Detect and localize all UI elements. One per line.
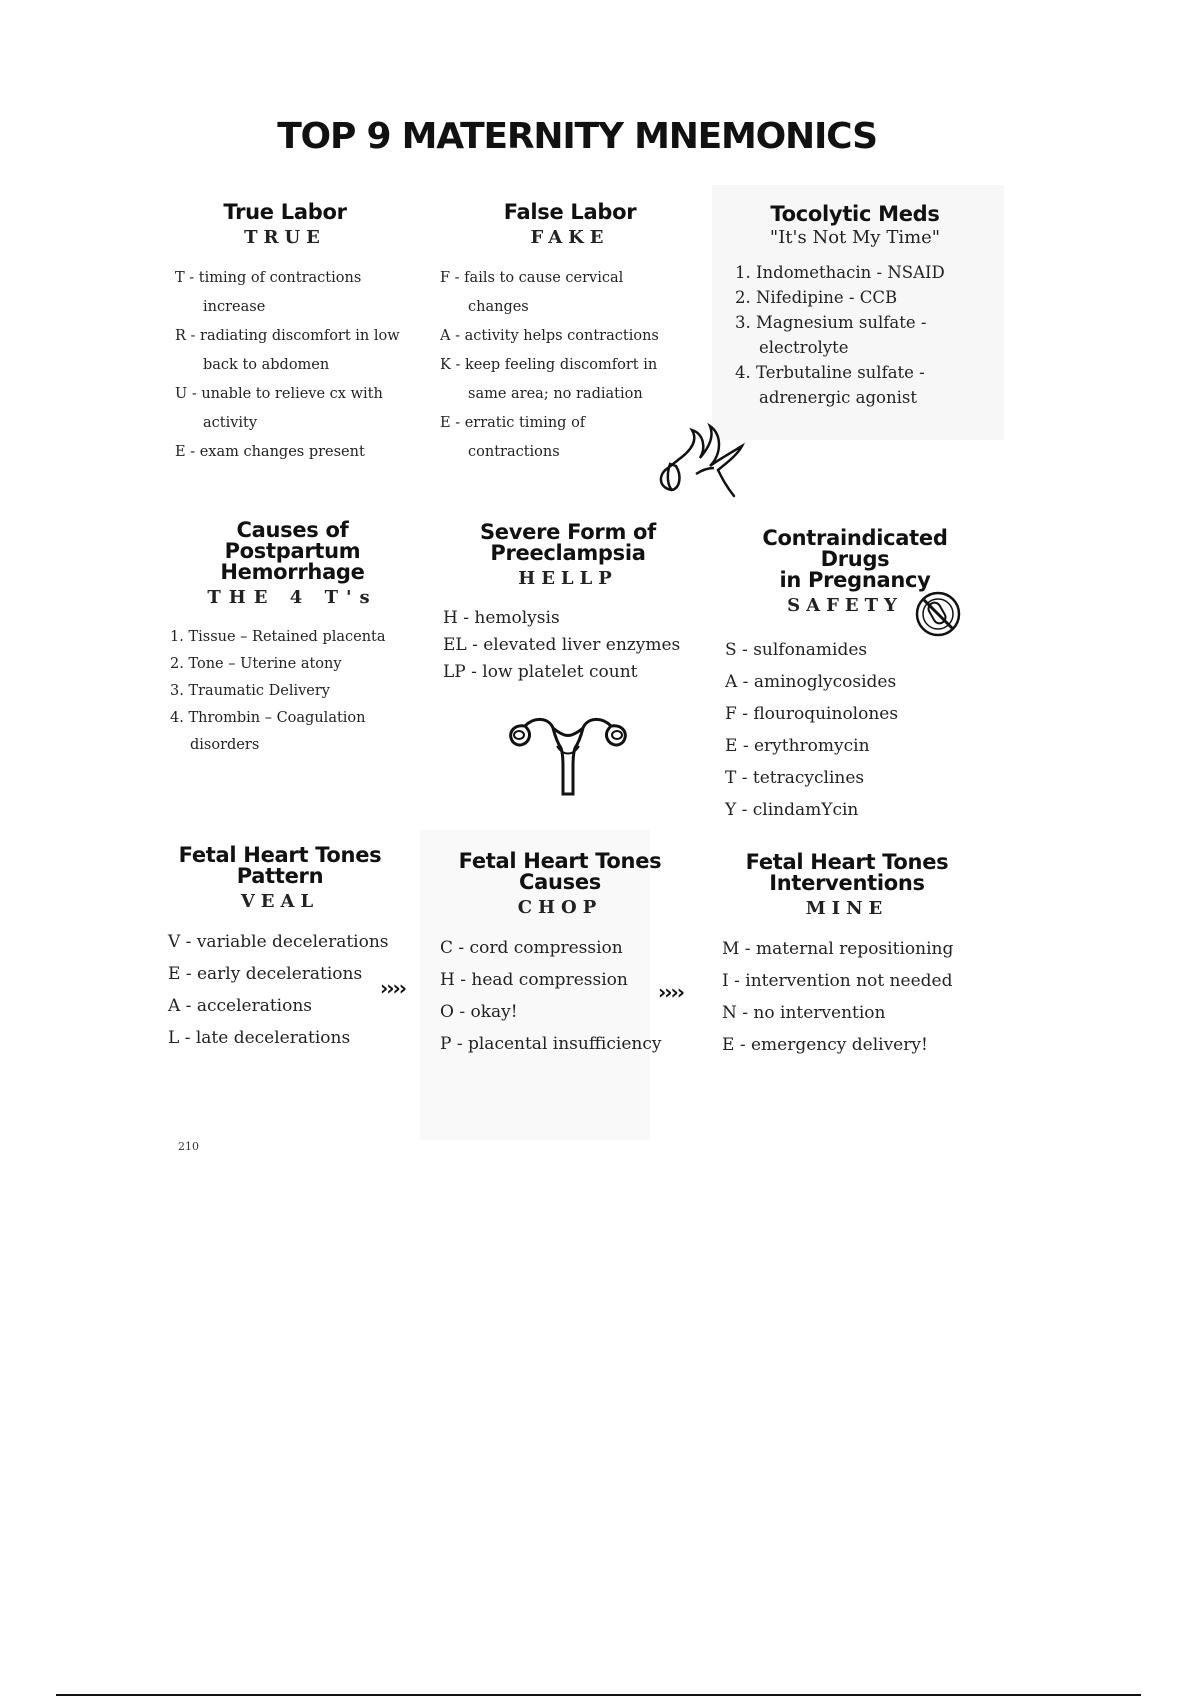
list-item: E - emergency delivery! <box>722 1035 928 1055</box>
section-code: FAKE <box>530 227 610 248</box>
list-item: E - erratic timing of contractions <box>440 415 586 460</box>
page-number: 210 <box>178 1140 199 1153</box>
list-item: H - head compression <box>440 970 628 990</box>
no-drugs-icon <box>914 590 962 638</box>
list-item: A - aminoglycosides <box>725 672 897 692</box>
section-title: Tocolytic Meds <box>770 202 940 226</box>
section-title: True Labor <box>223 200 347 224</box>
item-list <box>735 260 985 410</box>
stork-icon <box>652 420 752 500</box>
section-title: Fetal Heart Tones Interventions <box>745 850 949 895</box>
item-list <box>725 634 990 826</box>
section-contraindicated-drugs <box>725 528 990 826</box>
list-item: 2. Nifedipine - CCB <box>735 288 898 307</box>
list-item: V - variable decelerations <box>168 932 389 952</box>
item-list <box>175 264 425 467</box>
item-list <box>443 605 703 686</box>
section-tocolytic-meds <box>735 204 985 410</box>
list-item: 1. Indomethacin - NSAID <box>735 263 945 282</box>
section-title: Fetal Heart Tones Pattern <box>178 843 382 888</box>
list-item: M - maternal repositioning <box>722 939 954 959</box>
list-item: 1. Tissue – Retained placenta <box>170 629 386 645</box>
list-item: H - hemolysis <box>443 608 560 628</box>
section-fht-causes <box>440 851 685 1060</box>
section-subtitle: "It's Not My Time" <box>769 227 941 248</box>
list-item: F - fails to cause cervical changes <box>440 270 624 315</box>
list-item: 3. Traumatic Delivery <box>170 683 330 699</box>
item-list <box>170 624 420 759</box>
section-title: False Labor <box>503 200 637 224</box>
list-item: T - timing of contractions increase <box>175 270 362 315</box>
list-item: S - sulfonamides <box>725 640 868 660</box>
list-item: 4. Thrombin – Coagulation disorders <box>170 710 366 753</box>
section-title: Causes of Postpartum Hemorrhage <box>220 518 365 584</box>
list-item: K - keep feeling discomfort in same area; no radiation <box>440 357 658 402</box>
item-list <box>722 933 987 1061</box>
section-code: HELLP <box>518 568 618 589</box>
list-item: P - placental insufficiency <box>440 1034 662 1054</box>
section-title: Contraindicated Drugs in Pregnancy <box>762 526 948 592</box>
section-true-labor <box>175 202 425 467</box>
list-item: C - cord compression <box>440 938 623 958</box>
section-fht-pattern <box>168 845 418 1054</box>
list-item: F - flouroquinolones <box>725 704 899 724</box>
section-code: VEAL <box>240 891 320 912</box>
list-item: L - late decelerations <box>168 1028 351 1048</box>
section-title: Severe Form of Preeclampsia <box>479 520 657 565</box>
list-item: N - no intervention <box>722 1003 886 1023</box>
item-list <box>440 932 685 1060</box>
list-item: I - intervention not needed <box>722 971 953 991</box>
list-item: R - radiating discomfort in low back to abdomen <box>175 328 400 373</box>
section-postpartum-hemorrhage <box>170 520 420 759</box>
list-item: A - accelerations <box>168 996 313 1016</box>
section-fht-interventions <box>722 852 987 1061</box>
list-item: E - exam changes present <box>175 444 365 460</box>
list-item: LP - low platelet count <box>443 662 638 682</box>
list-item: U - unable to relieve cx with activity <box>175 386 383 431</box>
page-title: TOP 9 MATERNITY MNEMONICS <box>277 116 877 157</box>
section-code: TRUE <box>244 227 326 248</box>
section-code: SAFETY <box>787 595 903 616</box>
bottom-divider <box>56 1694 1141 1696</box>
list-item: 4. Terbutaline sulfate - adrenergic agonist <box>735 363 925 407</box>
list-item: A - activity helps contractions <box>440 328 659 344</box>
section-preeclampsia <box>443 522 703 686</box>
list-item: T - tetracyclines <box>725 768 865 788</box>
section-title: Fetal Heart Tones Causes <box>458 849 662 894</box>
list-item: 3. Magnesium sulfate - electrolyte <box>735 313 927 357</box>
section-code: CHOP <box>517 897 603 918</box>
arrow-connector: ›››› <box>658 980 683 1004</box>
list-item: Y - clindamYcin <box>725 800 859 820</box>
list-item: E - early decelerations <box>168 964 363 984</box>
section-code: MINE <box>805 898 889 919</box>
section-code: THE 4 T's <box>207 587 378 608</box>
uterus-icon <box>505 708 630 800</box>
list-item: EL - elevated liver enzymes <box>443 635 681 655</box>
list-item: 2. Tone – Uterine atony <box>170 656 342 672</box>
list-item: O - okay! <box>440 1002 518 1022</box>
arrow-connector: ›››› <box>380 976 405 1000</box>
list-item: E - erythromycin <box>725 736 870 756</box>
